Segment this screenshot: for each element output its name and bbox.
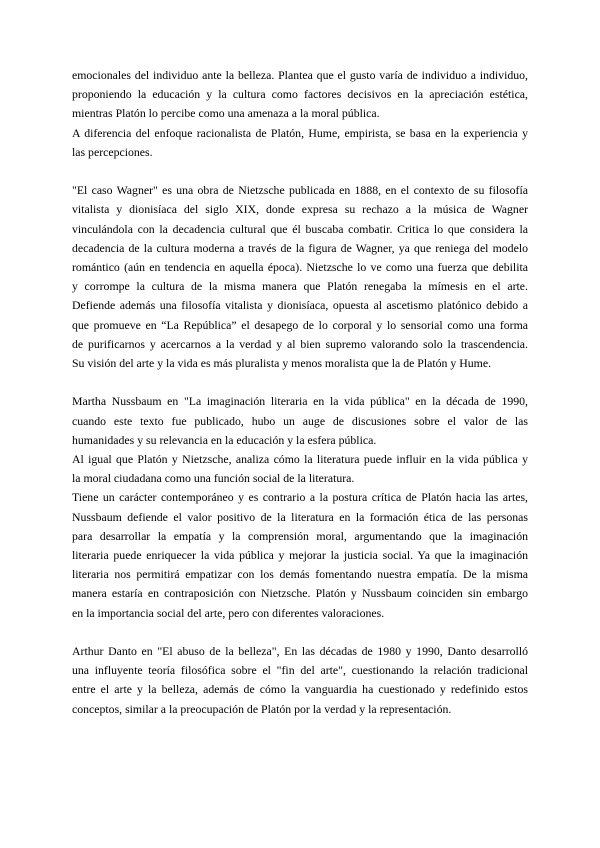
text-line: una influyente teoría filosófica sobre el "fin del arte", cuestionando la relación tradicional xyxy=(72,663,528,678)
paragraph xyxy=(72,124,528,162)
text-line: mientras Platón lo percibe como una amenaza a la moral pública. xyxy=(72,106,380,121)
text-line: conceptos, similar a la preocupación de Platón por la verdad y la representación. xyxy=(72,701,452,716)
text-line: vinculándola con la decadencia cultural que él buscaba combatir. Critica lo que considera la xyxy=(72,221,528,236)
paragraph xyxy=(72,488,528,622)
paragraph xyxy=(72,642,528,719)
text-line: literaria puede enriquecer la vida pública y mejorar la justicia social. Ya que la imaginación xyxy=(72,548,528,563)
text-line: en la importancia social del arte, pero con diferentes valoraciones. xyxy=(72,605,385,620)
text-line: Martha Nussbaum en "La imaginación literaria en la vida pública" en la década de 1990, xyxy=(72,394,528,409)
paragraph xyxy=(72,181,528,373)
text-line: Su visión del arte y la vida es más pluralista y menos moralista que la de Platón y Hume. xyxy=(72,356,492,371)
paragraph xyxy=(72,450,528,488)
text-line: y corrompe la cultura de la misma manera que Platón renegaba la mímesis en el arte. xyxy=(72,279,528,294)
text-line: entre el arte y la belleza, además de cómo la vanguardia ha cuestionado y redefinido estos xyxy=(72,682,528,697)
text-line: Al igual que Platón y Nietzsche, analiza cómo la literatura puede influir en la vida pública y xyxy=(72,452,528,467)
text-line: manera estaría en contraposición con Nietzsche. Platón y Nussbaum coinciden sin embargo xyxy=(72,586,528,601)
text-line: Defiende además una filosofía vitalista y dionisíaca, opuesta al ascetismo platónico debido a xyxy=(72,298,528,313)
text-line: Nussbaum defiende el valor positivo de la literatura en la formación ética de las personas xyxy=(72,509,528,524)
text-line: las percepciones. xyxy=(72,144,153,159)
paragraph xyxy=(72,392,528,450)
text-line: cuando este texto fue publicado, hubo un auge de discusiones sobre el valor de las xyxy=(72,413,528,428)
document-body xyxy=(72,66,528,719)
text-line: decadencia de la cultura moderna a través de la figura de Wagner, ya que reniega del modelo xyxy=(72,240,528,255)
text-line: para desarrollar la empatía y la comprensión moral, argumentando que la imaginación xyxy=(72,528,528,543)
text-line: romántico (aún en tendencia en aquella época). Nietzsche lo ve como una fuerza que debilita xyxy=(72,260,528,275)
text-line: humanidades y su relevancia en la educación y la esfera pública. xyxy=(72,432,377,447)
text-line: A diferencia del enfoque racionalista de Platón, Hume, empirista, se basa en la experiencia y xyxy=(72,125,528,140)
text-line: la moral ciudadana como una función social de la literatura. xyxy=(72,471,355,486)
text-line: "El caso Wagner" es una obra de Nietzsche publicada en 1888, en el contexto de su filosofía xyxy=(72,183,528,198)
text-line: proponiendo la educación y la cultura como factores decisivos en la apreciación estética, xyxy=(72,87,528,102)
text-line: Tiene un carácter contemporáneo y es contrario a la postura crítica de Platón hacia las artes, xyxy=(72,490,528,505)
text-line: literaria nos permitirá empatizar con los demás fomentando nuestra empatía. De la misma xyxy=(72,567,528,582)
text-line: vitalista y dionisíaca del siglo XIX, donde expresa su rechazo a la música de Wagner xyxy=(72,202,528,217)
paragraph xyxy=(72,66,528,124)
text-line: de purificarnos y acercarnos a la verdad y al bien supremo valorando solo la trascendencia. xyxy=(72,336,528,351)
text-line: emocionales del individuo ante la belleza. Plantea que el gusto varía de individuo a individuo, xyxy=(72,68,528,82)
text-line: Arthur Danto en "El abuso de la belleza", En las décadas de 1980 y 1990, Danto desarrolló xyxy=(72,644,528,659)
text-line: que promueve en “La República” el desapego de lo corporal y lo sensorial como una forma xyxy=(72,317,528,332)
